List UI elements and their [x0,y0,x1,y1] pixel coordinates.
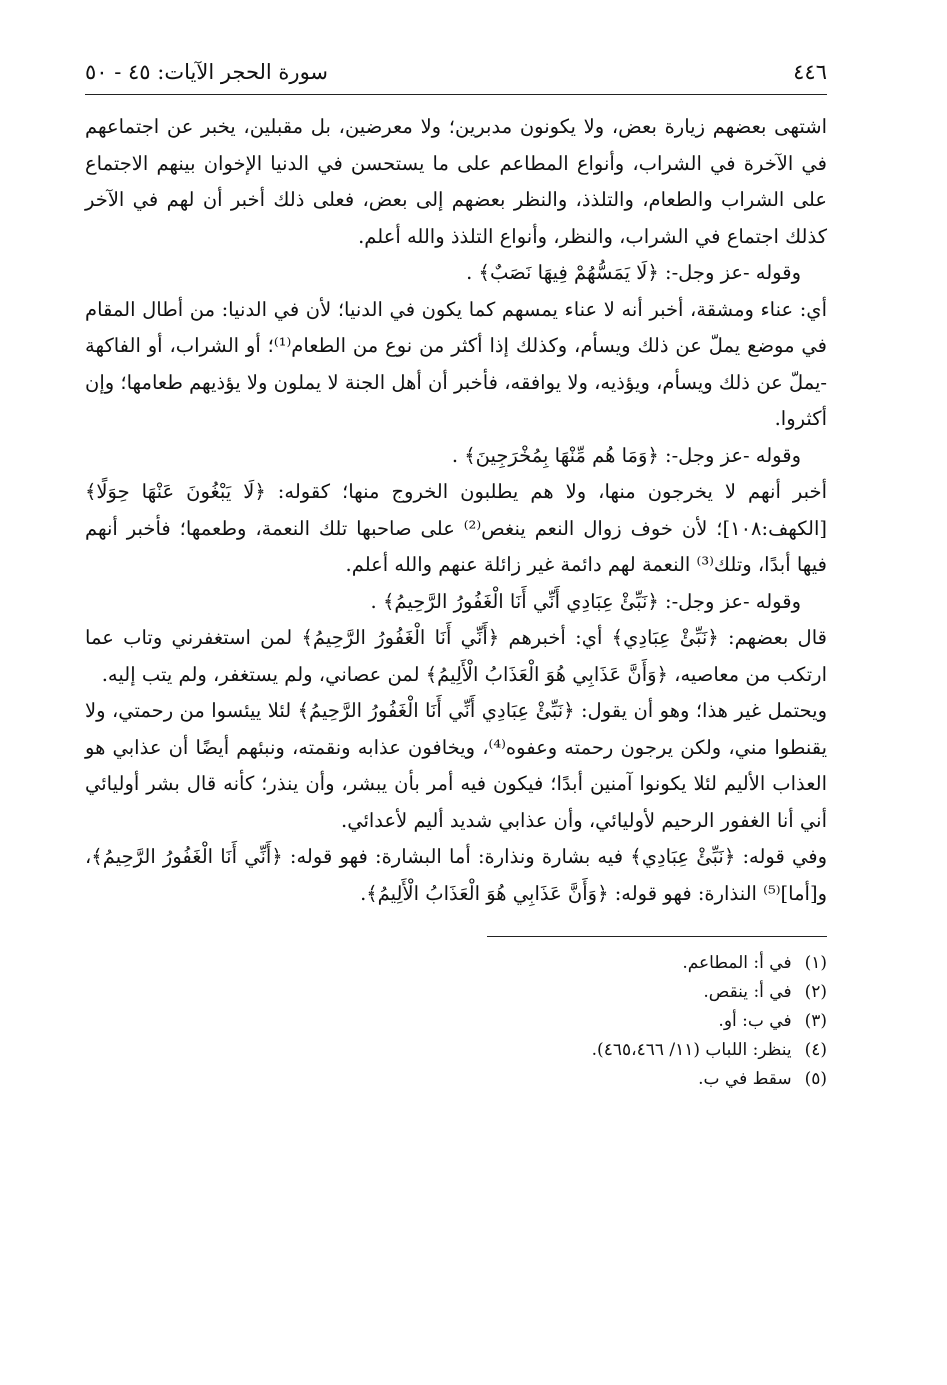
verse-heading: وقوله -عز وجل-: ﴿وَمَا هُم مِّنْهَا بِمُخْرَجِينَ﴾ . [451,443,801,467]
footnotes-list [85,949,827,1094]
page-number: ٤٤٦ [793,60,827,84]
paragraph: ويحتمل غير هذا؛ وهو أن يقول: ﴿نَبِّئْ عِبَادِي أَنِّي أَنَا الْغَفُورُ الرَّحِيمُ﴾ لئلا ييئسوا من رحمتي، ولا يقنطوا مني، ولكن يرجون رحمته وعفوه⁽⁴⁾، ويخافون عذابه ونقمته، ونبئهم أيضًا أن عذابي هو العذاب الأليم لئلا يكونوا آمنين أبدًا؛ فيكون فيه أمر بأن يبشر، وأن ينذر؛ كأنه قال بشر أوليائي أني أنا الغفور الرحيم لأوليائي، وأن عذابي شديد أليم لأعدائي. [85,699,827,832]
footnotes-divider [487,936,827,937]
running-title: سورة الحجر الآيات: ٤٥ - ٥٠ [85,60,329,84]
verse-heading: وقوله -عز وجل-: ﴿لَا يَمَسُّهُمْ فِيهَا نَصَبٌ﴾ . [466,261,801,284]
footnote [85,1007,827,1036]
footnote-text: في ب: أو. [718,1011,792,1031]
footnote [85,949,827,978]
paragraph: وفي قوله: ﴿نَبِّئْ عِبَادِي﴾ فيه بشارة ونذارة: أما البشارة: فهو قوله: ﴿أَنِّي أَنَا الْغَفُورُ الرَّحِيمُ﴾، و[أما]⁽⁵⁾ النذارة: فهو قوله: ﴿وَأَنَّ عَذَابِي هُوَ الْعَذَابُ الْأَلِيمُ﴾. [85,845,827,905]
footnote [85,1065,827,1094]
footnote-number: (٤) [804,1040,827,1060]
paragraph: قال بعضهم: ﴿نَبِّئْ عِبَادِي﴾ أي: أخبرهم ﴿أَنِّي أَنَا الْغَفُورُ الرَّحِيمُ﴾ لمن استغفرني وتاب عما ارتكب من معاصيه، ﴿وَأَنَّ عَذَابِي هُوَ الْعَذَابُ الْأَلِيمُ﴾ لمن عصاني، ولم يستغفر، ولم يتب إليه. [85,626,827,686]
footnote-number: (١) [804,953,827,973]
footnote-text: سقط في ب. [698,1069,792,1089]
footnote-number: (٢) [804,982,827,1002]
paragraph: أي: عناء ومشقة، أخبر أنه لا عناء يمسهم كما يكون في الدنيا؛ لأن في الدنيا: من أطال المقام في موضع يملّ عن ذلك ويسأم، وكذلك إذا أكثر من نوع من الطعام⁽¹⁾؛ أو الشراب، أو الفاكهة -يملّ عن ذلك ويسأم، ويؤذيه، ولا يوافقه، فأخبر أن أهل الجنة لا يملون ولا يؤذيهم طعامها؛ وإن أكثروا. [85,297,827,430]
paragraph: أخبر أنهم لا يخرجون منها، ولا هم يطلبون الخروج منها؛ كقوله: ﴿لَا يَبْغُونَ عَنْهَا حِوَلًا﴾ [الكهف:١٠٨]؛ لأن خوف زوال النعم ينغص⁽²⁾ على صاحبها تلك النعمة، وطعمها؛ فأخبر أنهم فيها أبدًا، وتلك⁽³⁾ النعمة لهم دائمة غير زائلة عنهم والله أعلم. [85,480,827,576]
main-text [85,109,827,912]
footnote [85,978,827,1007]
footnote-number: (٣) [804,1011,827,1031]
footnote-text: في أ: ينقص. [703,982,792,1002]
footnote-text: ينظر: اللباب (١١/ ٤٦٥،٤٦٦). [591,1040,792,1060]
paragraph: اشتهى بعضهم زيارة بعض، ولا يكونون مدبرين؛ ولا معرضين، بل مقبلين، يخبر عن اجتماعهم في الآخرة في الشراب، وأنواع المطاعم على ما يستحسن في الدنيا الإخوان بينهم الاجتماع على الشراب والطعام، والتلذذ، والنظر بعضهم إلى بعض، فعلى ذلك أخبر أن لهم في الآخر كذلك اجتماع في الشراب، والنظر، وأنواع التلذذ والله أعلم. [85,115,827,248]
footnote-number: (٥) [804,1069,827,1089]
footnote-text: في أ: المطاعم. [682,953,792,973]
page-header [85,58,827,95]
verse-heading: وقوله -عز وجل-: ﴿نَبِّئْ عِبَادِي أَنِّي أَنَا الْغَفُورُ الرَّحِيمُ﴾ . [370,589,801,613]
footnote [85,1036,827,1065]
